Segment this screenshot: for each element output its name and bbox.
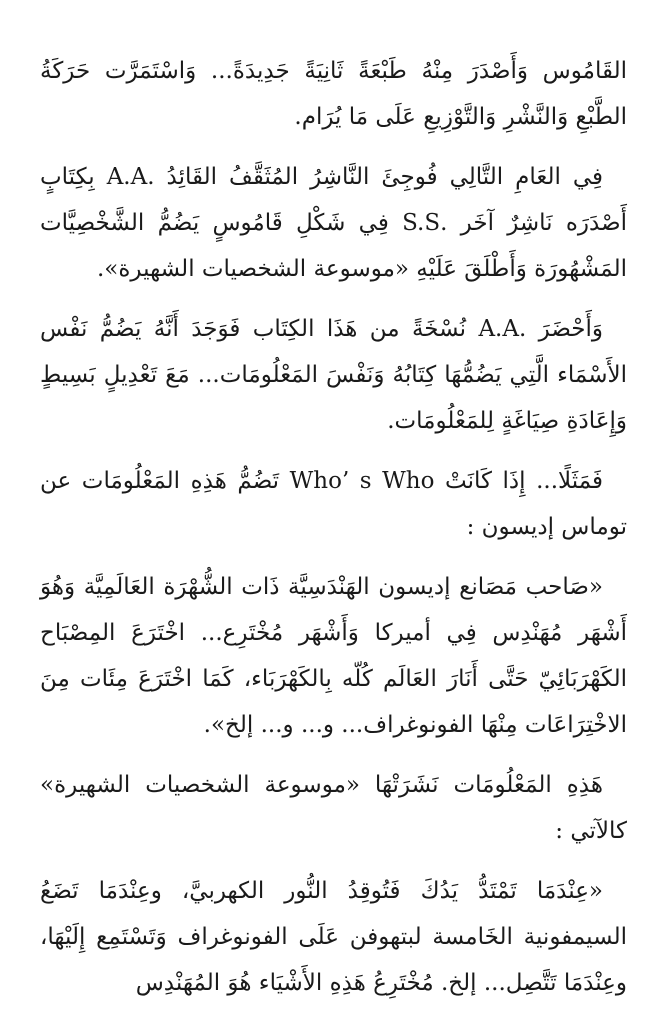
document-page <box>40 48 627 1020</box>
paragraph-published-as: هَذِهِ المَعْلُومَات نَشَرَتْهَا «موسوعة الشخصيات الشهيرة» كالآتي : <box>40 772 627 844</box>
paragraph-copy-found: وَأَحْضَرَ .A.A نُسْخَةً من هَذَا الكِتَاب فَوَجَدَ أَنَّهُ يَضُمُّ نَفْس الأَسْمَاء الَّتِي يَضُمُّهَا كِتَابُهُ وَنَفْسَ المَعْلُومَات... مَعَ تَعْدِيلٍ بَسِيطٍ وَإِعَادَةِ صِيَاغَةٍ لِلمَعْلُومَات. <box>40 316 627 434</box>
quote-encyclopedia: «عِنْدَمَا تَمْتَدُّ يَدُكَ فَتُوقِدُ النُّور الكهربيَّ، وعِنْدَمَا تَضَعُ السيمفونية الخَامسة لبتهوفن عَلَى الفونوغراف وَتَسْتَمِع إِلَيْهَا، وعِنْدَمَا تَتَّصِل... إلخ. مُخْتَرِعُ هَذِهِ الأَشْيَاء هُوَ المُهَنْدِس <box>40 878 627 996</box>
paragraph-next-year: فِي العَامِ التَّالِي فُوجِئَ النَّاشِرُ المُثَقَّفُ القَائِدُ .A.A بِكِتَابٍ أَصْدَرَه نَاشِرٌ آخَر .S.S فِي شَكْلِ قَامُوسٍ يَضُمُّ الشَّخْصِيَّات المَشْهُورَة وَأَطْلَقَ عَلَيْهِ «موسوعة الشخصيات الشهيرة». <box>40 164 627 282</box>
paragraph-example: فَمَثَلًا... إِذَا كَانَتْ Who’ s Who تَضُمُّ هَذِهِ المَعْلُومَات عن توماس إديسون : <box>40 468 627 540</box>
paragraph-continuation: القَامُوس وَأَصْدَرَ مِنْهُ طَبْعَةً ثَانِيَةً جَدِيدَةً... وَاسْتَمَرَّت حَرَكَةُ الطَّبْعِ وَالنَّشْرِ وَالتَّوْزِيعِ عَلَى مَا يُرَام. <box>40 58 627 130</box>
quote-whos-who: «صَاحب مَصَانع إديسون الهَنْدَسِيَّة ذَات الشُّهْرَة العَالَمِيَّة وَهُوَ أَشْهَر مُهَنْدِس فِي أميركا وَأَشْهَر مُخْتَرِع... اخْتَرَعَ المِصْبَاح الكَهْرَبَائِيّ حَتَّى أَنَارَ العَالَم كُلّه بِالكَهْرَبَاء، كَمَا اخْتَرَعَ مِئَات مِنَ الاخْتِرَاعَات مِنْهَا الفونوغراف... و... و... إلخ». <box>40 574 627 738</box>
